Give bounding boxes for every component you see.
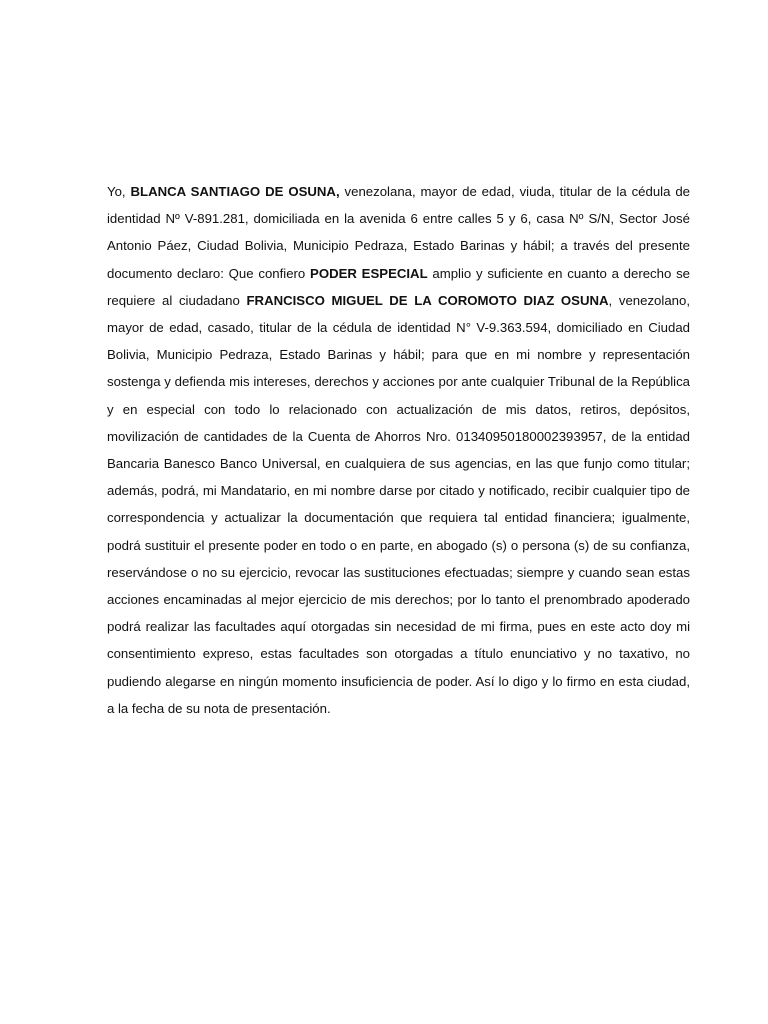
- power-of-attorney-paragraph: [107, 178, 690, 722]
- grantor-name: BLANCA SANTIAGO DE OSUNA,: [130, 184, 340, 199]
- text-segment-4: , venezolano, mayor de edad, casado, titular de la cédula de identidad N° V-9.363.594, domiciliado en Ciudad Bolivia, Municipio Pedraza, Estado Barinas y hábil; para que en mi nombre y representación sostenga y defienda mis intereses, derechos y acciones por ante cualquier Tribunal de la República y en especial con todo lo relacionado con actualización de mis datos, retiros, depósitos, movilización de cantidades de la Cuenta de Ahorros Nro. 01340950180002393957, de la entidad Bancaria Banesco Banco Universal, en cualquiera de sus agencias, en las que funjo como titular; además, podrá, mi Mandatario, en mi nombre darse por citado y notificado, recibir cualquier tipo de correspondencia y actualizar la documentación que requiera tal entidad financiera; igualmente, podrá sustituir el presente poder en todo o en parte, en abogado (s) o persona (s) de su confianza, reservándose o no su ejercicio, revocar las sustituciones efectuadas; siempre y cuando sean estas acciones encaminadas al mejor ejercicio de mis derechos; por lo tanto el prenombrado apoderado podrá realizar las facultades aquí otorgadas sin necesidad de mi firma, pues en este acto doy mi consentimiento expreso, estas facultades son otorgadas a título enunciativo y no taxativo, no pudiendo alegarse en ningún momento insuficiencia de poder. Así lo digo y lo firmo en esta ciudad, a la fecha de su nota de presentación.: [107, 292, 690, 716]
- power-type: PODER ESPECIAL: [310, 265, 428, 281]
- text-segment-1: Yo,: [107, 184, 131, 199]
- text-segment-3: amplio y suficiente en cuanto a derecho se requiere al ciudadano: [107, 265, 690, 308]
- attorney-name: FRANCISCO MIGUEL DE LA COROMOTO DIAZ OSUNA: [246, 292, 609, 308]
- text-segment-2: venezolana, mayor de edad, viuda, titular de la cédula de identidad Nº V-891.281, domiciliada en la avenida 6 entre calles 5 y 6, casa Nº S/N, Sector José Antonio Páez, Ciudad Bolivia, Municipio Pedraza, Estado Barinas y hábil; a través del presente documento declaro: Que confiero: [107, 184, 691, 281]
